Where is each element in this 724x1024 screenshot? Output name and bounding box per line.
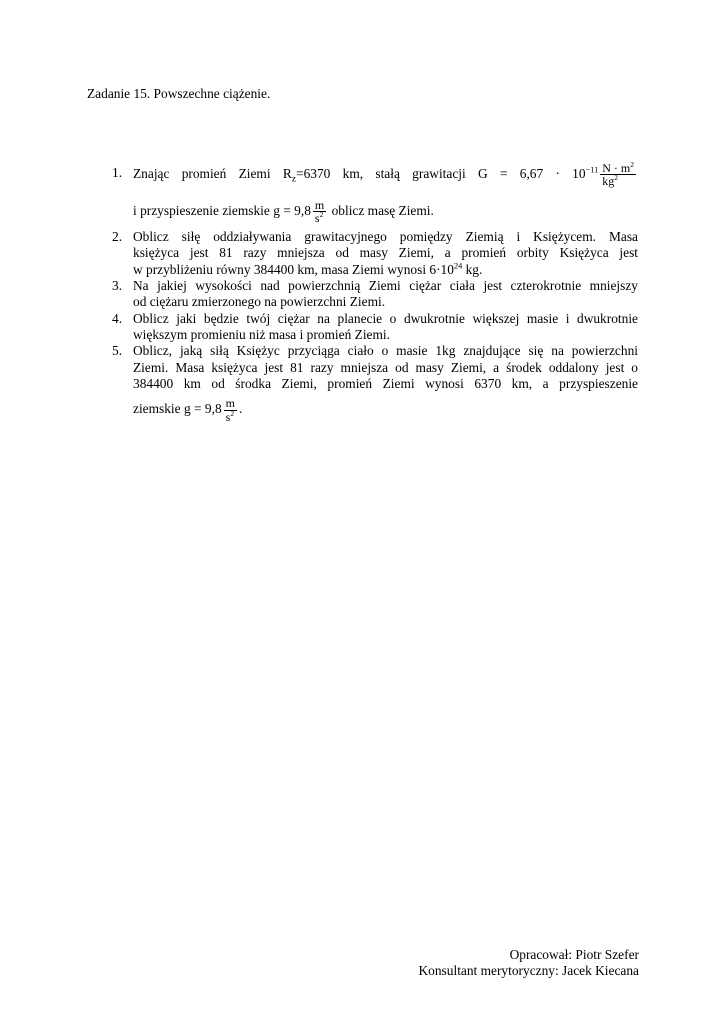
gravity-acceleration-formula: g = 9,8 $\frac{m}{s^2}$ <box>273 197 325 226</box>
problem-line: 384400 km od środka Ziemi, promień Ziemi wynosi 6370 km, a przyspieszenie <box>133 376 638 392</box>
problem-line: od ciężaru zmierzonego na powierzchni Ziemi. <box>133 294 386 310</box>
problem-2 <box>112 229 638 278</box>
fraction: $\frac{m}{s^2}$ <box>314 197 325 226</box>
problem-line: Na jakiej wysokości nad powierzchnią Ziemi ciężar ciała jest czterokrotnie mniejszy <box>133 278 638 294</box>
page-title: Zadanie 15. Powszechne ciążenie. <box>87 86 271 101</box>
problem-line: księżyca jest 81 razy mniejsza od masy Ziemi, a promień orbity Księżyca jest <box>133 245 638 261</box>
problem-5 <box>112 343 638 426</box>
fraction: $\frac{m}{s^2}$ <box>225 396 235 424</box>
footer-credits <box>419 947 640 980</box>
problem-4 <box>112 311 638 344</box>
problem-line: i przyspieszenie ziemskie g = 9,8 $\frac{m}{s^2}$ oblicz masę Ziemi. <box>133 197 434 226</box>
problem-line: Oblicz jaki będzie twój ciężar na planecie o dwukrotnie większej masie i dwukrotnie <box>133 310 638 326</box>
problem-line: Oblicz siłę oddziaływania grawitacyjnego pomiędzy Ziemią i Księżycem. Masa <box>133 229 638 244</box>
gravitational-constant-formula: $G = 6,67 \cdot 10^{-11}$ $\frac{N \cdot m^2}{kg^2}$ <box>478 159 634 189</box>
problem-line: Oblicz, jaką siłą Księżyc przyciąga ciało o masie 1kg znajdujące się na powierzchni <box>133 343 638 359</box>
problem-number: 5. <box>112 343 123 359</box>
problem-3 <box>112 278 638 311</box>
problem-line: w przybliżeniu równy 384400 km, masa Ziemi wynosi $6\cdot 10^{24}$ kg. <box>133 261 483 277</box>
problem-number: 2. <box>112 229 123 244</box>
consultant-credit: Konsultant merytoryczny: Jacek Kiecana <box>418 963 639 979</box>
problem-number: 3. <box>112 278 123 294</box>
problem-line: Znając promień Ziemi $R_z=6370$ km, stałą grawitacji $G = 6,67 \cdot 10^{-11}$ $\frac{N \cdot m^2}{kg^2}$ <box>133 156 638 192</box>
problem-line: ziemskie g = 9,8 $\frac{m}{s^2}$ . <box>133 396 243 424</box>
problem-number: 4. <box>112 310 123 326</box>
problem-number: 1. <box>112 165 123 180</box>
fraction: $\frac{N \cdot m^2}{kg^2}$ <box>602 159 634 189</box>
author-credit: Opracował: Piotr Szefer <box>509 947 639 962</box>
problem-line: większym promieniu niż masa i promień Ziemi. <box>133 327 390 343</box>
problem-list <box>112 156 638 426</box>
problem-1 <box>112 156 638 228</box>
problem-line: Ziemi. Masa księżyca jest 81 razy mniejsza od masy Ziemi, a środek oddalony jest o <box>133 359 638 375</box>
gravity-acceleration-formula: g = 9,8 $\frac{m}{s^2}$ <box>183 396 235 424</box>
